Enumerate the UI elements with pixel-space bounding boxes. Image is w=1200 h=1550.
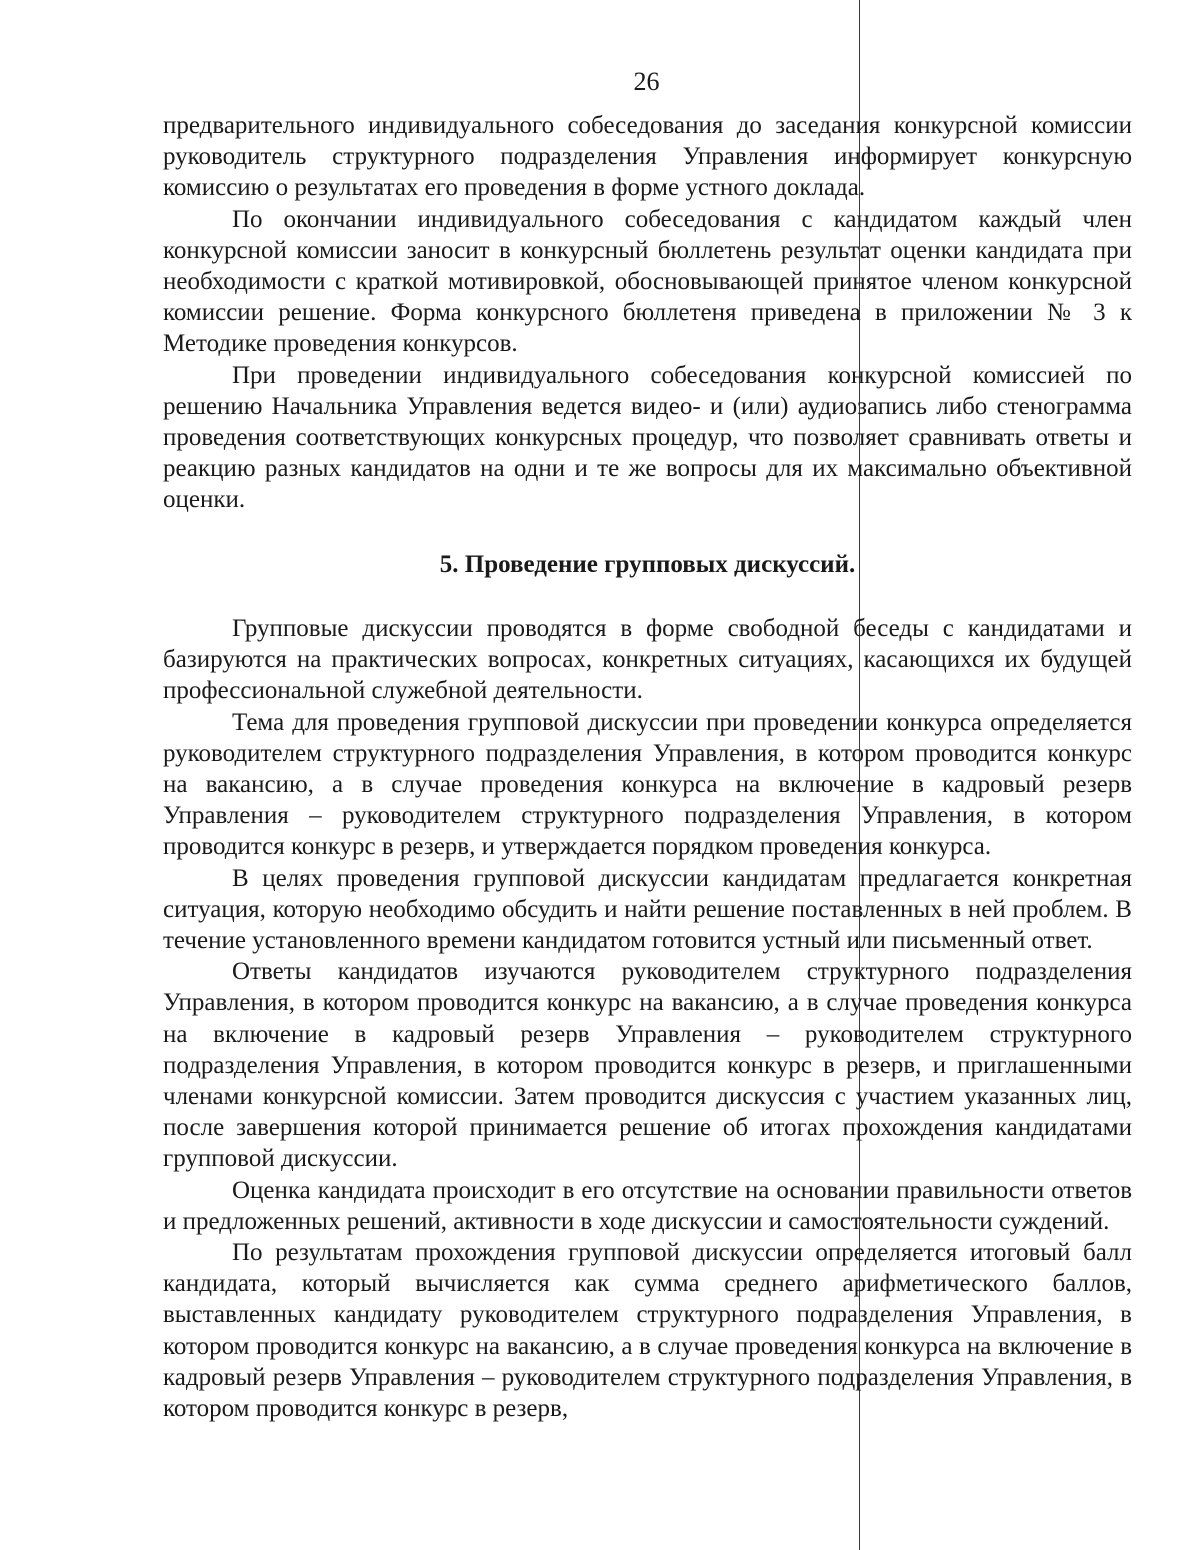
- paragraph: По окончании индивидуального собеседования с кандидатом каждый член конкурсной комиссии заносит в конкурсный бюллетень результат оценки кандидата при необходимости с краткой мотивировкой, обосновывающей принятое членом конкурсной комиссии решение. Форма конкурсного бюллетеня приведена в приложении № 3 к Методике проведения конкурсов.: [163, 205, 1132, 358]
- page-number: 26: [633, 67, 660, 96]
- paragraph: При проведении индивидуального собеседования конкурсной комиссией по решению Начальника Управления ведется видео- и (или) аудиозапись либо стенограмма проведения соответствующих конкурсных процедур, что позволяет сравнивать ответы и реакцию разных кандидатов на одни и те же вопросы для их максимально объективной оценки.: [163, 361, 1132, 514]
- paragraph: Групповые дискуссии проводятся в форме свободной беседы с кандидатами и базируются на практических вопросах, конкретных ситуациях, касающихся их будущей профессиональной служебной деятельности.: [163, 615, 1132, 705]
- paragraph: В целях проведения групповой дискуссии кандидатам предлагается конкретная ситуация, которую необходимо обсудить и найти решение поставленных в ней проблем. В течение установленного времени кандидатом готовится устный или письменный ответ.: [163, 864, 1132, 955]
- text-block-before-heading: [163, 110, 1132, 516]
- paragraph: Оценка кандидата происходит в его отсутствие на основании правильности ответов и предложенных решений, активности в ходе дискуссии и самостоятельности суждений.: [163, 1176, 1132, 1235]
- section-heading: 5. Проведение групповых дискуссий.: [439, 551, 856, 578]
- paragraph: По результатам прохождения групповой дискуссии определяется итоговый балл кандидата, который вычисляется как сумма среднего арифметического баллов, выставленных кандидату руководителем структурного подразделения Управления, в котором проводится конкурс на вакансию, а в случае проведения конкурса на включение в кадровый резерв Управления – руководителем структурного подразделения Управления, в котором проводится конкурс в резерв,: [163, 1239, 1132, 1423]
- text-block-after-heading: [163, 613, 1132, 1424]
- paragraph: предварительного индивидуального собеседования до заседания конкурсной комиссии руководитель структурного подразделения Управления информирует конкурсную комиссию о результатах его проведения в форме устного доклада.: [163, 112, 1132, 202]
- paragraph: Тема для проведения групповой дискуссии при проведении конкурса определяется руководителем структурного подразделения Управления, в котором проводится конкурс на вакансию, а в случае проведения конкурса на включение в кадровый резерв Управления – руководителем структурного подразделения Управления, в котором проводится конкурс в резерв, и утверждается порядком проведения конкурса.: [163, 708, 1132, 861]
- paragraph: Ответы кандидатов изучаются руководителем структурного подразделения Управления, в котором проводится конкурс на вакансию, а в случае проведения конкурса на включение в кадровый резерв Управления – руководителем структурного подразделения Управления, в котором проводится конкурс в резерв, и приглашенными членами конкурсной комиссии. Затем проводится дискуссия с участием указанных лиц, после завершения которой принимается решение об итогах прохождения кандидатами групповой дискуссии.: [163, 958, 1132, 1173]
